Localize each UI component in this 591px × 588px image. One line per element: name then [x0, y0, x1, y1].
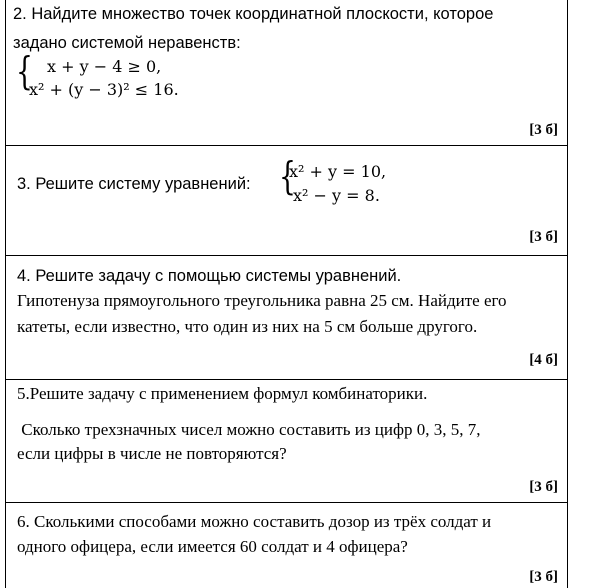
q6-text-line1: 6. Сколькими способами можно составить дозор из трёх солдат и	[17, 512, 492, 531]
q4-text-line1: 4. Решите задачу с помощью системы уравнений.	[17, 267, 402, 285]
q3-text: 3. Решите систему уравнений:	[17, 175, 251, 193]
q5-text-line1: 5.Решите задачу с применением формул комбинаторики.	[17, 384, 428, 403]
row-divider	[5, 255, 568, 256]
row-divider	[5, 379, 568, 380]
q4-text-line3: катеты, если известно, что один из них на 5 см больше другого.	[17, 317, 478, 336]
row-divider	[5, 502, 568, 503]
q2-score: [3 б]	[529, 122, 558, 138]
q2-system-brace: {	[16, 49, 33, 93]
q3-score: [3 б]	[529, 229, 558, 245]
q4-score: [4 б]	[529, 352, 558, 368]
q3-equation-1: x² + y = 10,	[289, 162, 387, 181]
q3-system-brace: {	[279, 154, 296, 198]
row-divider	[5, 145, 568, 146]
q2-inequality-1: x + y − 4 ≥ 0,	[47, 57, 162, 76]
q2-text-line1: 2. Найдите множество точек координатной плоскости, которое	[13, 5, 494, 23]
q5-text-line3: если цифры в числе не повторяются?	[17, 444, 287, 463]
q3-equation-2: x² − y = 8.	[293, 186, 380, 205]
q2-inequality-2: x² + (y − 3)² ≤ 16.	[29, 80, 179, 99]
q5-text-line2: Сколько трехзначных чисел можно составить из цифр 0, 3, 5, 7,	[17, 420, 481, 439]
q2-text-line2: задано системой неравенств:	[13, 34, 241, 52]
q4-text-line2: Гипотенуза прямоугольного треугольника равна 25 см. Найдите его	[17, 291, 507, 310]
q5-score: [3 б]	[529, 479, 558, 495]
q6-text-line2: одного офицера, если имеется 60 солдат и 4 офицера?	[17, 537, 408, 556]
q6-score: [3 б]	[529, 569, 558, 585]
